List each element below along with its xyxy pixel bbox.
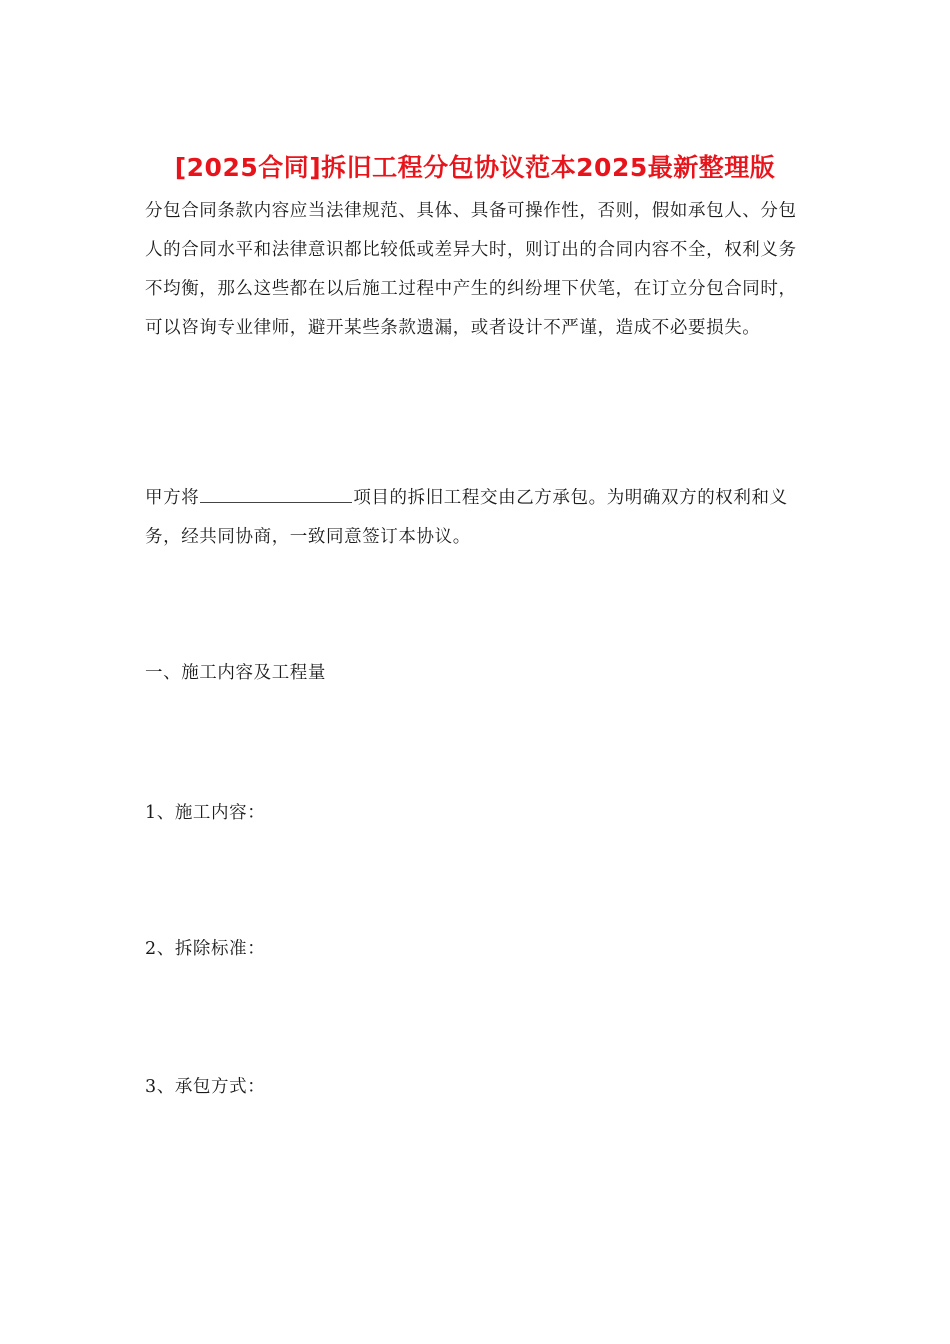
project-name-blank bbox=[200, 484, 352, 503]
document-title: [2025合同]拆旧工程分包协议范本2025最新整理版 bbox=[174, 153, 776, 182]
item-demolition-standard: 2、拆除标准： bbox=[145, 939, 266, 959]
item-contracting-method: 3、承包方式： bbox=[145, 1077, 266, 1097]
section-heading: 一、施工内容及工程量 bbox=[145, 663, 326, 683]
agreement-suffix: 项目的拆旧工程交由乙方承包。为明确双方的权利和义务，经共同协商，一致同意签订本协议。 bbox=[145, 488, 788, 547]
agreement-paragraph bbox=[145, 479, 800, 557]
agreement-prefix: 甲方将 bbox=[145, 488, 200, 508]
item-construction-content: 1、施工内容： bbox=[145, 803, 266, 823]
intro-paragraph: 分包合同条款内容应当法律规范、具体、具备可操作性，否则，假如承包人、分包人的合同水平和法律意识都比较低或差异大时，则订出的合同内容不全，权利义务不均衡，那么这些都在以后施工过程中产生的纠纷埋下伏笔，在订立分包合同时，可以咨询专业律师，避开某些条款遗漏，或者设计不严谨，造成不必要损失。 bbox=[145, 201, 797, 338]
